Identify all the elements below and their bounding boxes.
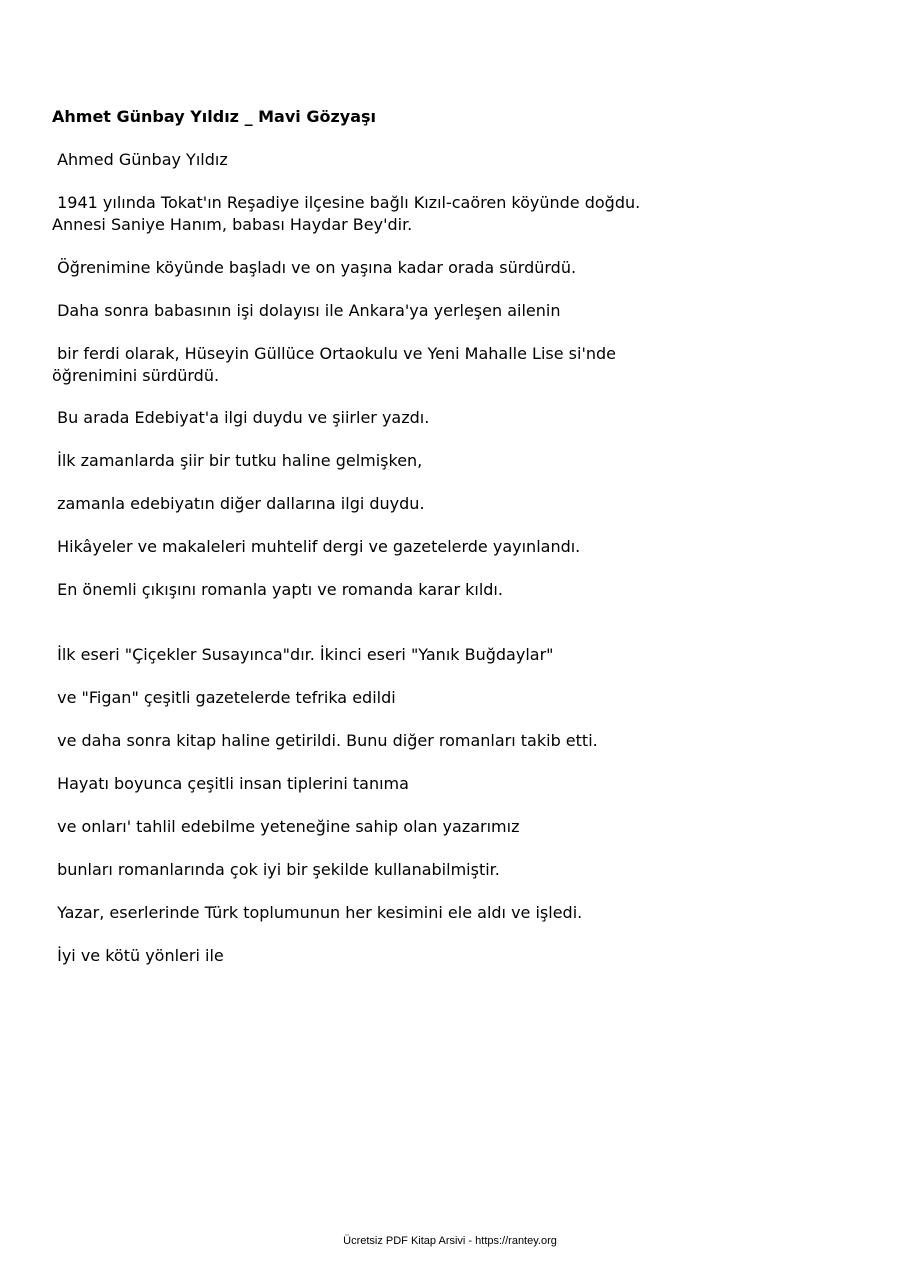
paragraph-serialized: ve "Figan" çeşitli gazetelerde tefrika edildi — [52, 688, 396, 707]
paragraph-schooling: bir ferdi olarak, Hüseyin Güllüce Ortaokulu ve Yeni Mahalle Lise si'nde öğrenimini sürdürdü. — [52, 344, 616, 385]
paragraph-literature-interest: Bu arada Edebiyat'a ilgi duydu ve şiirler yazdı. — [52, 408, 430, 427]
paragraph-other-branches: zamanla edebiyatın diğer dallarına ilgi duydu. — [52, 494, 425, 513]
document-title: Ahmet Günbay Yıldız _ Mavi Gözyaşı — [52, 107, 377, 126]
paragraph-birth: 1941 yılında Tokat'ın Reşadiye ilçesine bağlı Kızıl-caören köyünde doğdu. Annesi Saniye Hanım, babası Haydar Bey'dir. — [52, 193, 641, 234]
paragraph-use-in-novels: bunları romanlarında çok iyi bir şekilde kullanabilmiştir. — [52, 860, 500, 879]
paragraph-first-works: İlk eseri "Çiçekler Susayınca"dır. İkinci eseri "Yanık Buğdaylar" — [52, 645, 554, 664]
paragraph-move-ankara: Daha sonra babasının işi dolayısı ile Ankara'ya yerleşen ailenin — [52, 301, 561, 320]
paragraph-good-bad: İyi ve kötü yönleri ile — [52, 946, 224, 965]
paragraph-early-education: Öğrenimine köyünde başladı ve on yaşına kadar orada sürdürdü. — [52, 258, 577, 277]
paragraph-society: Yazar, eserlerinde Türk toplumunun her kesimini ele aldı ve işledi. — [52, 903, 583, 922]
paragraph-book-form: ve daha sonra kitap haline getirildi. Bunu diğer romanları takib etti. — [52, 731, 598, 750]
paragraph-human-types: Hayatı boyunca çeşitli insan tiplerini tanıma — [52, 774, 409, 793]
paragraph-author-name: Ahmed Günbay Yıldız — [52, 150, 228, 169]
paragraph-poetry-passion: İlk zamanlarda şiir bir tutku haline gelmişken, — [52, 451, 423, 470]
paragraph-novel-focus: En önemli çıkışını romanla yaptı ve romanda karar kıldı. — [52, 580, 503, 599]
paragraph-analysis-ability: ve onları' tahlil edebilme yeteneğine sahip olan yazarımız — [52, 817, 520, 836]
paragraph-stories-published: Hikâyeler ve makaleleri muhtelif dergi ve gazetelerde yayınlandı. — [52, 537, 581, 556]
page-footer: Ücretsiz PDF Kitap Arsivi - https://rantey.org — [343, 1235, 557, 1247]
